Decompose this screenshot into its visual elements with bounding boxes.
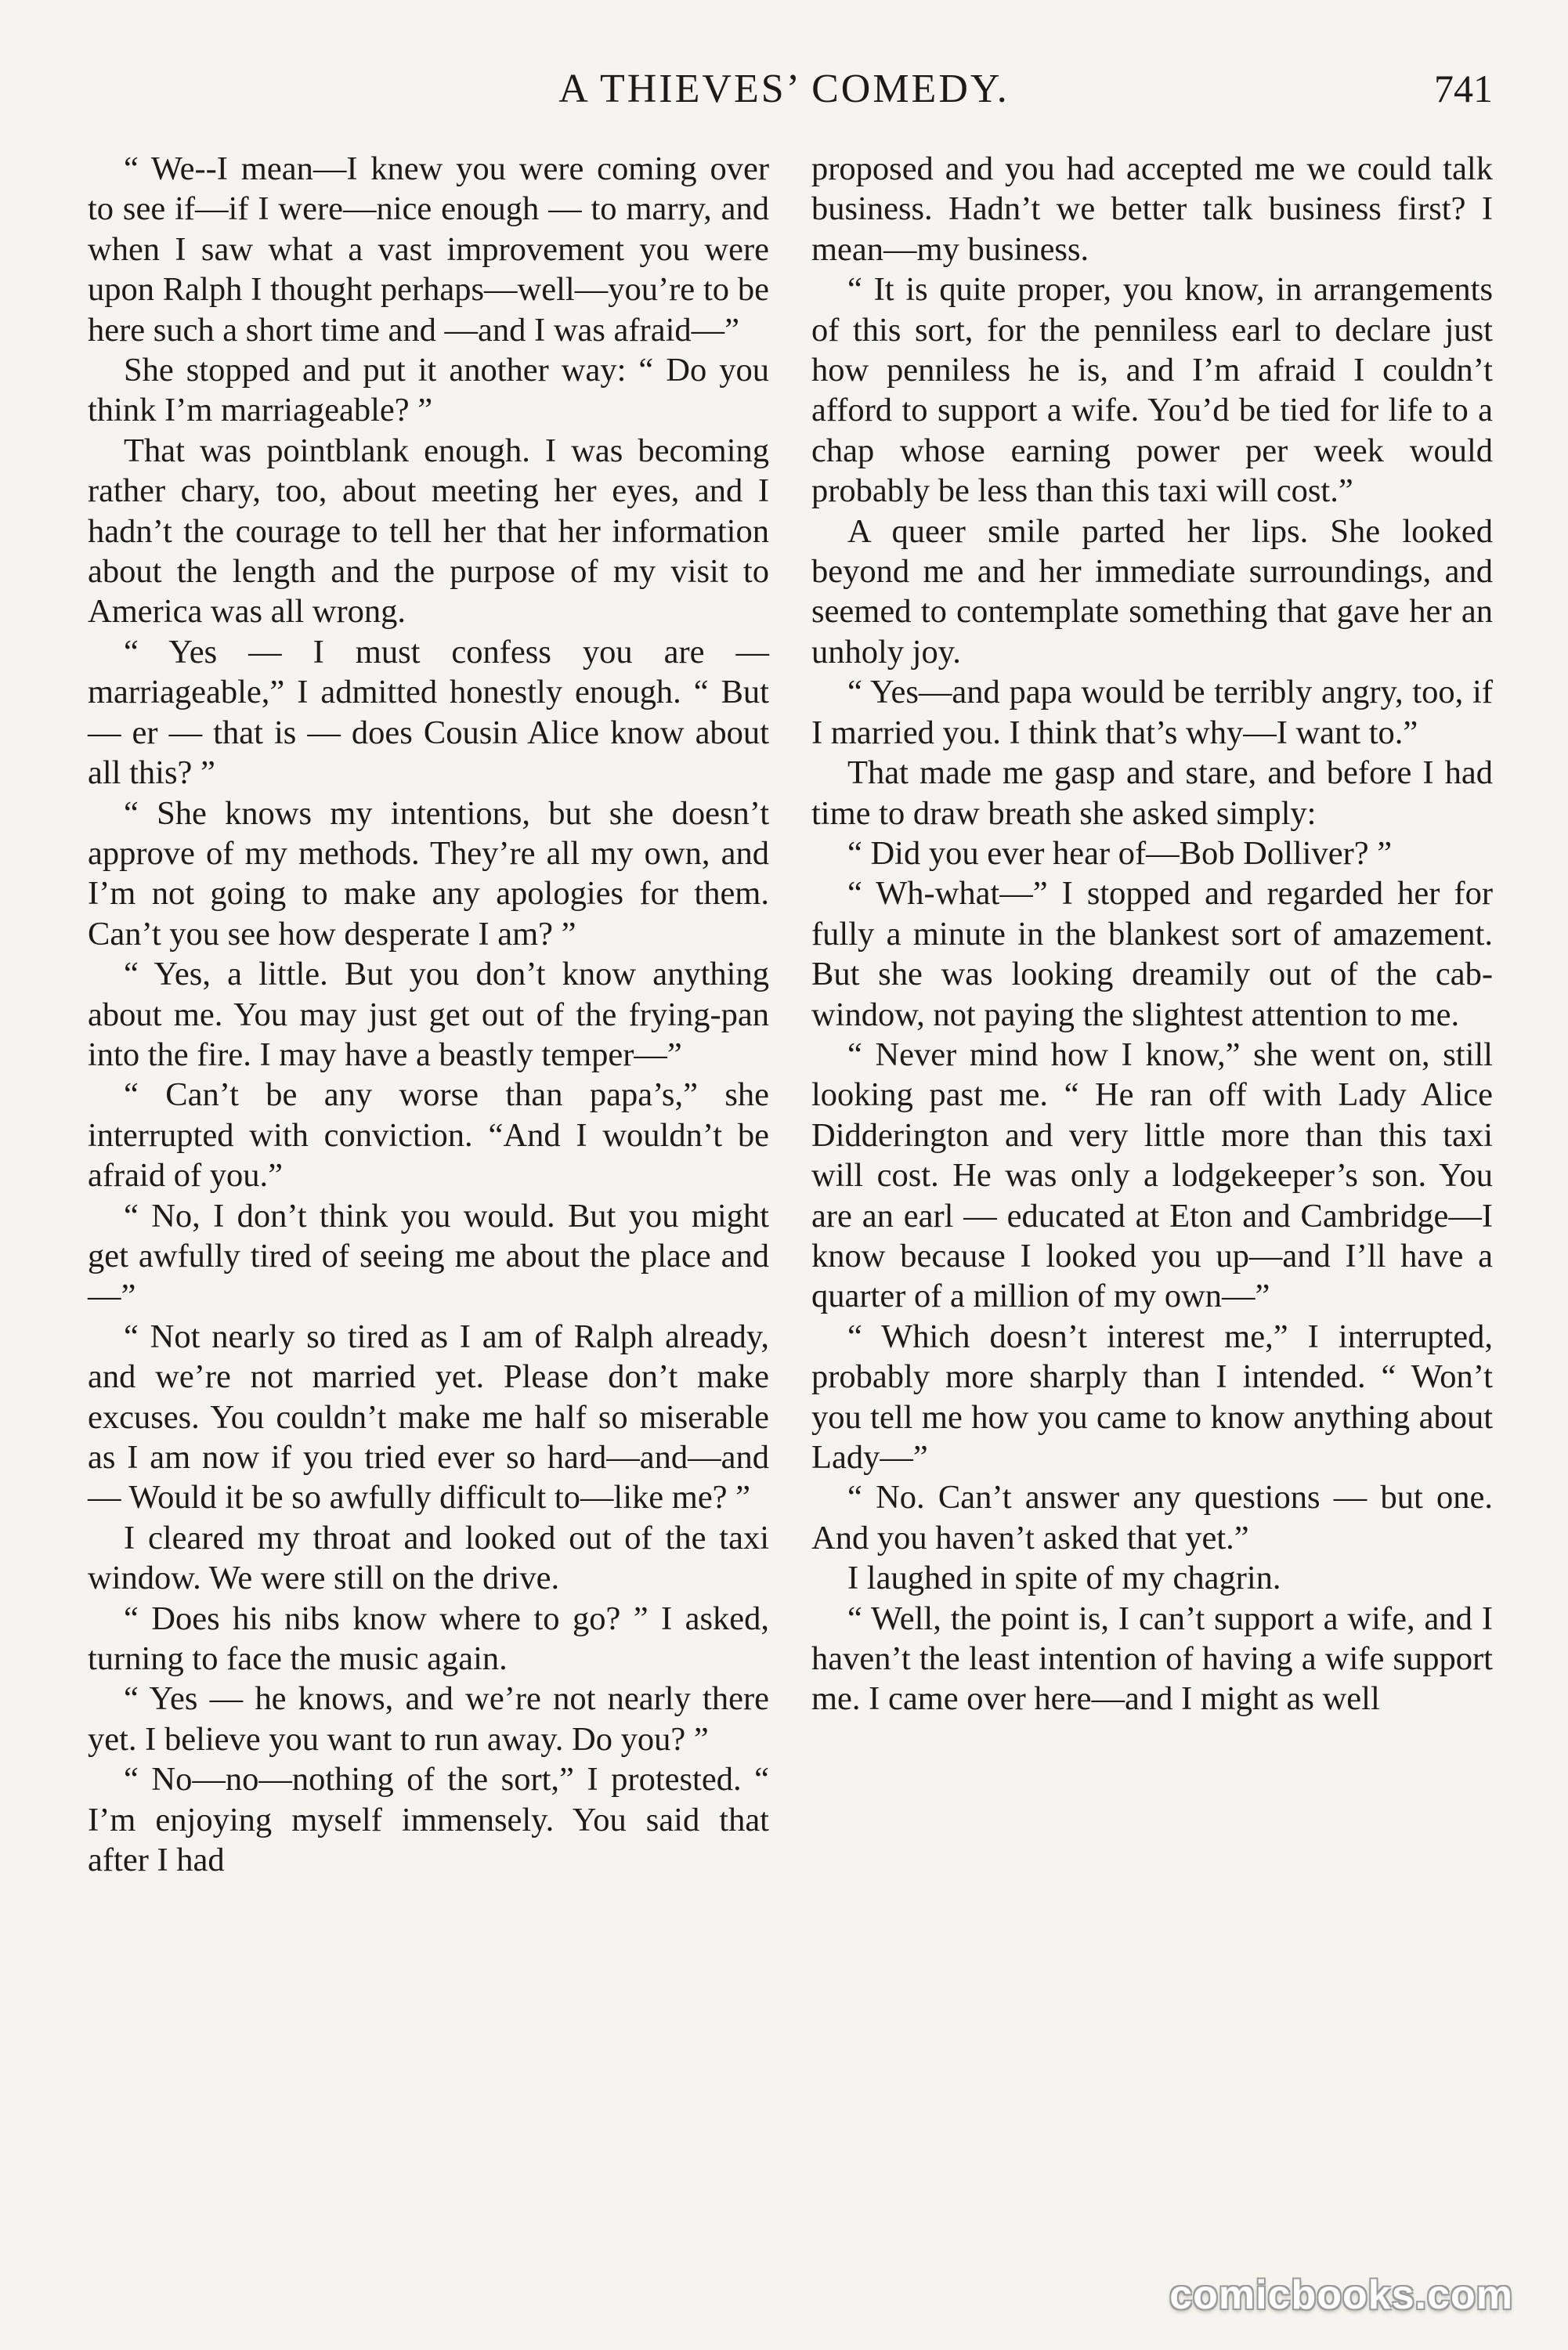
paragraph: “ Yes — I must confess you are — marriageable,” I admitted honestly enough. “ But — er — that is — does Cousin Alice know about all this? ” xyxy=(88,633,769,792)
paragraph: “ Yes — he knows, and we’re not nearly there yet. I believe you want to run away. Do you? ” xyxy=(88,1680,769,1758)
continued-paragraph: proposed and you had accepted me we could talk business. Hadn’t we better talk business first? I mean—my business. xyxy=(811,150,1493,268)
page-header xyxy=(0,66,1568,128)
paragraph: I cleared my throat and looked out of the taxi window. We were still on the drive. xyxy=(88,1519,769,1597)
paragraph: “ Did you ever hear of—Bob Dolliver? ” xyxy=(847,834,1393,872)
page-number: 741 xyxy=(1434,67,1493,110)
running-title: A THIEVES’ COMEDY. xyxy=(558,67,1010,111)
watermark: comicbooks.com xyxy=(1169,2272,1513,2318)
paragraph: “ No. Can’t answer any questions — but one. And you haven’t asked that yet.” xyxy=(811,1479,1493,1556)
right-column xyxy=(811,149,1493,1719)
paragraph: A queer smile parted her lips. She looked beyond me and her immediate surroundings, and seemed to contemplate something that gave her an unholy joy. xyxy=(811,512,1493,671)
paragraph: That was pointblank enough. I was becoming rather chary, too, about meeting her eyes, and I hadn’t the courage to tell her that her information about the length and the purpose of my visit to America was all wrong. xyxy=(88,432,769,631)
paragraph: “ Never mind how I know,” she went on, still looking past me. “ He ran off with Lady Alice Didderington and very little more than this taxi will cost. He was only a lodgekeeper’s son. You are an earl — educated at Eton and Cambridge—I know because I looked you up—and I’ll have a quarter of a million of my own—” xyxy=(811,1036,1493,1315)
paragraph: She stopped and put it another way: “ Do you think I’m marriageable? ” xyxy=(88,352,769,429)
paragraph: “ Can’t be any worse than papa’s,” she interrupted with conviction. “And I wouldn’t be afraid of you.” xyxy=(88,1076,769,1195)
paragraph: “ No, I don’t think you would. But you might get awfully tired of seeing me about the place and—” xyxy=(88,1197,769,1315)
paragraph: “ We--I mean—I knew you were coming over to see if—if I were—nice enough — to marry, and when I saw what a vast improvement you were upon Ralph I thought perhaps—well—you’re to be here such a short time and —and I was afraid—” xyxy=(88,150,769,349)
paragraph: “ Not nearly so tired as I am of Ralph already, and we’re not married yet. Please don’t make excuses. You couldn’t make me half so miserable as I am now if you tried ever so hard—and—and— Would it be so awfully difficult to—like me? ” xyxy=(88,1318,769,1517)
paragraph: “ It is quite proper, you know, in arrangements of this sort, for the penniless earl to declare just how penniless he is, and I’m afraid I couldn’t afford to support a wife. You’d be tied for life to a chap whose earning power per week would probably be less than this taxi will cost.” xyxy=(811,271,1493,510)
paragraph: I laughed in spite of my chagrin. xyxy=(847,1560,1281,1597)
left-column xyxy=(88,149,769,1880)
paragraph: “ Yes, a little. But you don’t know anything about me. You may just get out of the frying-pan into the fire. I may have a beastly temper—” xyxy=(88,956,769,1073)
paragraph: “ Does his nibs know where to go? ” I asked, turning to face the music again. xyxy=(88,1600,769,1678)
paragraph: “ Yes—and papa would be terribly angry, too, if I married you. I think that’s why—I want to.” xyxy=(811,674,1493,751)
paragraph: “ She knows my intentions, but she doesn’t approve of my methods. They’re all my own, and I’m not going to make any apologies for them. Can’t you see how desperate I am? ” xyxy=(88,794,769,953)
paragraph: “ Wh-what—” I stopped and regarded her for fully a minute in the blankest sort of amazement. But she was looking dreamily out of the cab-window, not paying the slightest attention to me. xyxy=(811,875,1493,1033)
paragraph: “ Well, the point is, I can’t support a wife, and I haven’t the least intention of having a wife support me. I came over here—and I might as well xyxy=(811,1600,1493,1718)
paragraph: “ Which doesn’t interest me,” I interrupted, probably more sharply than I intended. “ Won’t you tell me how you came to know anything about Lady—” xyxy=(811,1318,1493,1476)
paragraph: “ No—no—nothing of the sort,” I protested. “ I’m enjoying myself immensely. You said that after I had xyxy=(88,1761,769,1879)
paragraph: That made me gasp and stare, and before I had time to draw breath she asked simply: xyxy=(811,754,1493,832)
